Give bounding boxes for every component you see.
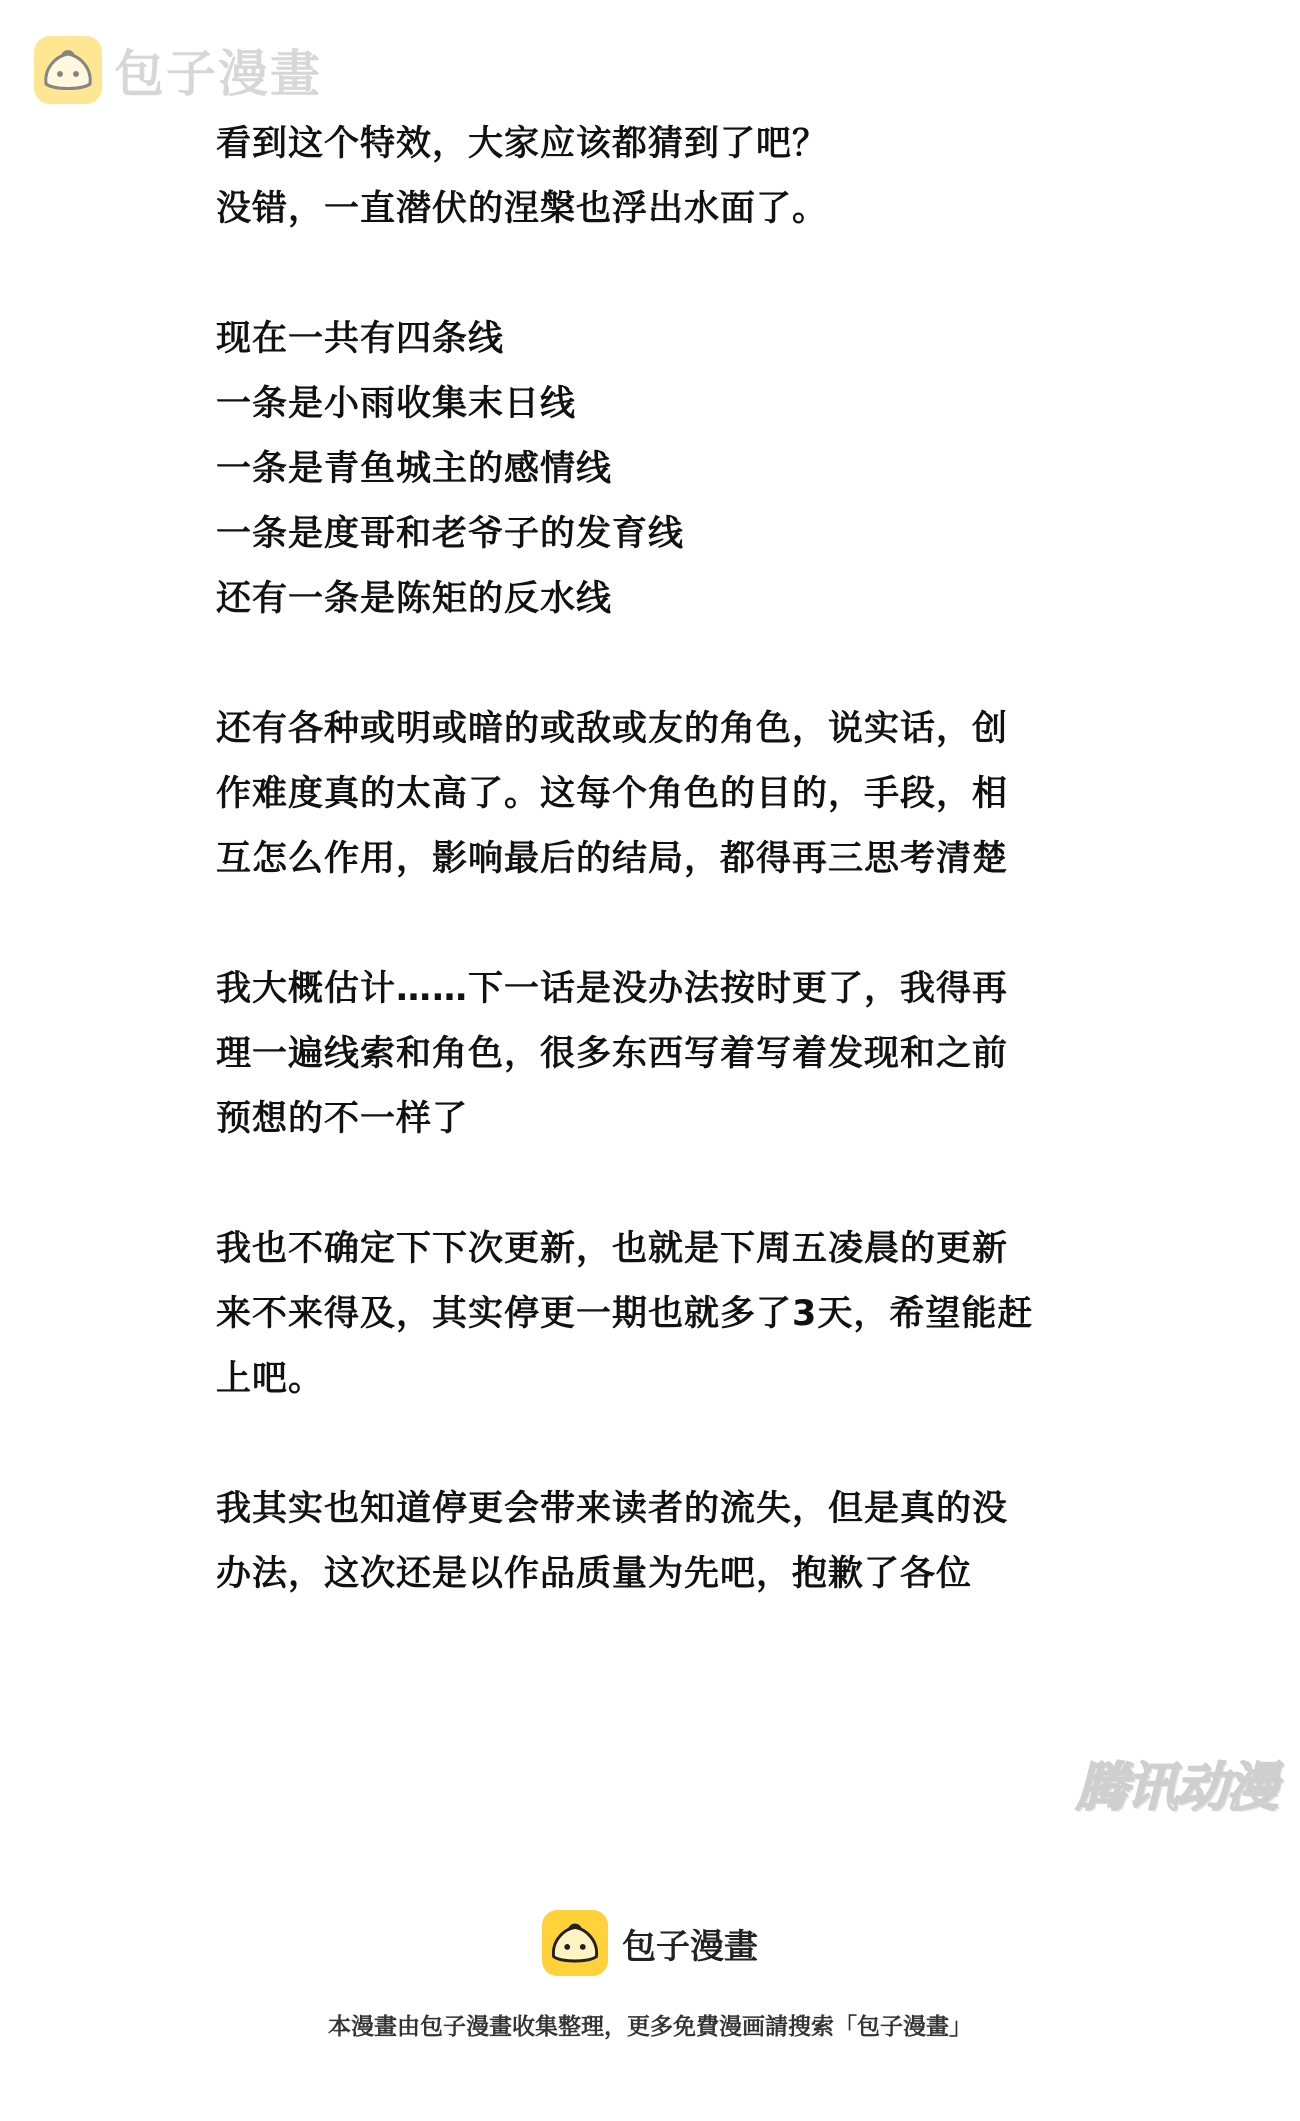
text-line: 看到这个特效，大家应该都猜到了吧？ [216, 124, 829, 164]
text-line: 办法，这次还是以作品质量为先吧，抱歉了各位 [216, 1554, 973, 1594]
text-line: 我大概估计……下一话是没办法按时更了，我得再 [216, 969, 1009, 1009]
paragraph [216, 1217, 1096, 1412]
author-note [216, 112, 1096, 1672]
text-line: 一条是度哥和老爷子的发育线 [216, 514, 685, 554]
text-line: 一条是青鱼城主的感情线 [216, 449, 613, 489]
bottom-logo-text: 包子漫畫 [622, 1926, 758, 1967]
paragraph [216, 1477, 1096, 1607]
text-line: 还有一条是陈矩的反水线 [216, 579, 613, 619]
bottom-brand-logo [540, 1908, 758, 1978]
steamed-bun-icon [32, 34, 104, 106]
text-line: 一条是小雨收集末日线 [216, 384, 577, 424]
text-line: 预想的不一样了 [216, 1099, 469, 1139]
text-line: 作难度真的太高了。这每个角色的目的，手段，相 [216, 774, 1009, 814]
text-line: 上吧。 [216, 1359, 325, 1399]
text-line: 没错，一直潜伏的涅槃也浮出水面了。 [216, 189, 829, 229]
text-line: 来不来得及，其实停更一期也就多了3天，希望能赶 [216, 1294, 1034, 1334]
steamed-bun-icon [540, 1908, 610, 1978]
top-logo-text: 包子漫畫 [114, 45, 322, 103]
top-brand-logo [32, 34, 322, 106]
paragraph [216, 697, 1096, 892]
text-line: 现在一共有四条线 [216, 319, 505, 359]
text-line: 我也不确定下下次更新，也就是下周五凌晨的更新 [216, 1229, 1009, 1269]
text-line: 互怎么作用，影响最后的结局，都得再三思考清楚 [216, 839, 1009, 879]
text-line: 我其实也知道停更会带来读者的流失，但是真的没 [216, 1489, 1009, 1529]
paragraph [216, 957, 1096, 1152]
text-line: 还有各种或明或暗的或敌或友的角色，说实话，创 [216, 709, 1009, 749]
text-line: 理一遍线索和角色，很多东西写着写着发现和之前 [216, 1034, 1009, 1074]
paragraph [216, 112, 1096, 242]
footer-notice: 本漫畫由包子漫畫收集整理，更多免費漫画請搜索「包子漫畫」 [328, 2014, 972, 2040]
tencent-comics-watermark: 腾讯动漫 [1075, 1758, 1276, 1818]
paragraph [216, 307, 1096, 632]
